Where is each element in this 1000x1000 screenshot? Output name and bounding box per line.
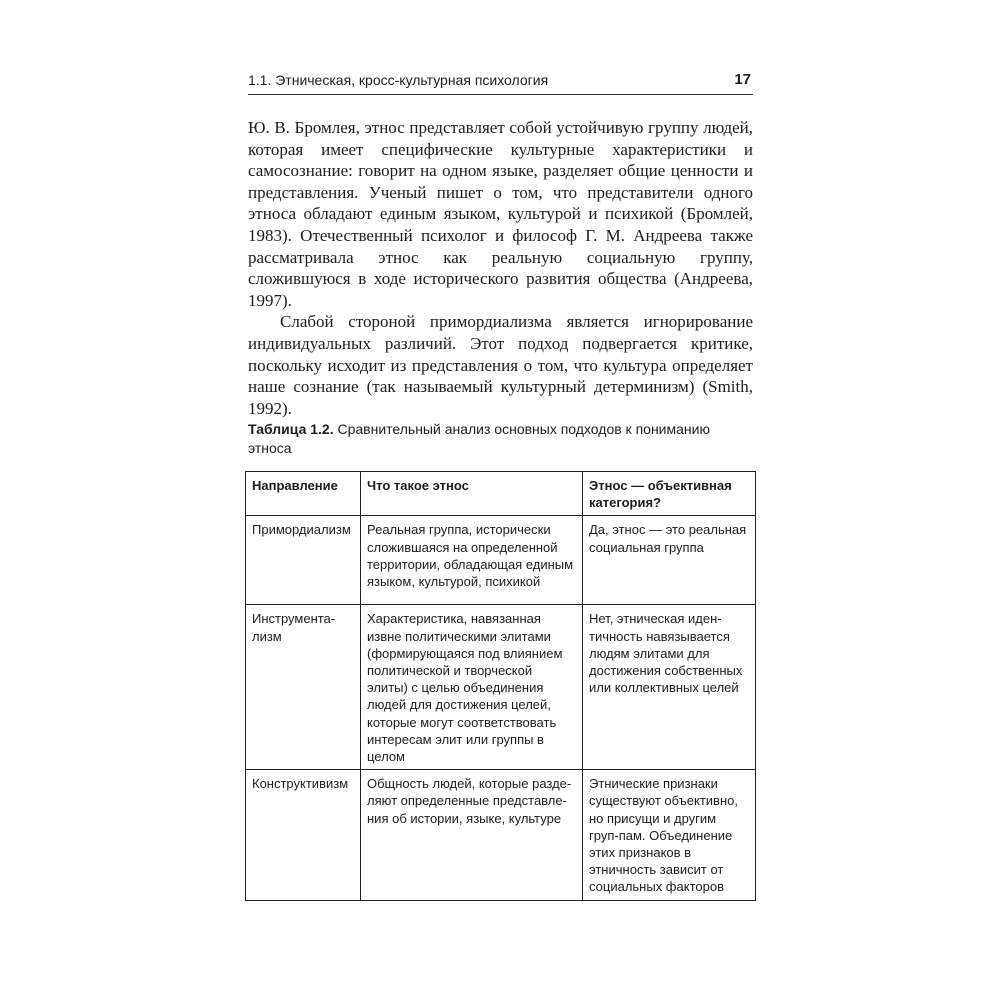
table-cell: Характеристика, навязанная извне политическими элитами (формирующаяся под влиянием политической и творческой элиты) с целью объединения людей для достижения целей, которые могут соответствовать интересам элит или группы в целом [361,605,583,770]
table-cell: Да, этнос — это реальная социальная группа [583,516,756,605]
table-row [246,770,756,900]
table-cell: Нет, этническая иден-тичность навязывается людям элитами для достижения собственных или коллективных целей [583,605,756,770]
page-header [248,70,753,95]
table-cell: Этнические признаки существуют объективно, но присущи и другим груп-пам. Объединение этих признаков в этничность зависит от социальных факторов [583,770,756,900]
body-text [248,117,753,419]
column-header-what-is-ethnos: Что такое этнос [361,472,583,516]
comparison-table [245,471,756,901]
paragraph: Слабой стороной примордиализма является игнорирование индивидуальных различий. Этот подход подвергается критике, поскольку исходит из представления о том, что культура определяет наше сознание (так называемый культурный детерминизм) (Smith, 1992). [248,312,753,418]
column-header-direction: Направление [246,472,361,516]
table-cell: Реальная группа, исторически сложившаяся на определенной территории, обладающая единым языком, культурой, психикой [361,516,583,605]
paragraph: Ю. В. Бромлея, этнос представляет собой устойчивую группу людей, которая имеет специфические культурные характеристики и самосознание: говорит на одном языке, разделяет общие ценности и представления. Ученый пишет о том, что представители одного этноса обладают единым языком, культурой и психикой (Бромлей, 1983). Отечественный психолог и философ Г. М. Андреева также рассматривала этнос как реальную социальную группу, сложившуюся в ходе исторического развития общества (Андреева, 1997). [248,118,753,310]
table-caption-label: Таблица 1.2. [248,421,334,437]
running-title: 1.1. Этническая, кросс-культурная психология [248,72,549,88]
table-caption [248,420,753,458]
table-row [246,605,756,770]
page-number: 17 [734,71,751,88]
table-header-row [246,472,756,516]
column-header-objective-category: Этнос — объективная категория? [583,472,756,516]
table-cell: Примордиализм [246,516,361,605]
table-caption-text: Сравнительный анализ основных подходов к пониманию этноса [248,421,710,456]
table-cell: Конструктивизм [246,770,361,900]
table-row [246,516,756,605]
table-cell: Инструмента-лизм [246,605,361,770]
table-cell: Общность людей, которые разде-ляют определенные представле-ния об истории, языке, культуре [361,770,583,900]
